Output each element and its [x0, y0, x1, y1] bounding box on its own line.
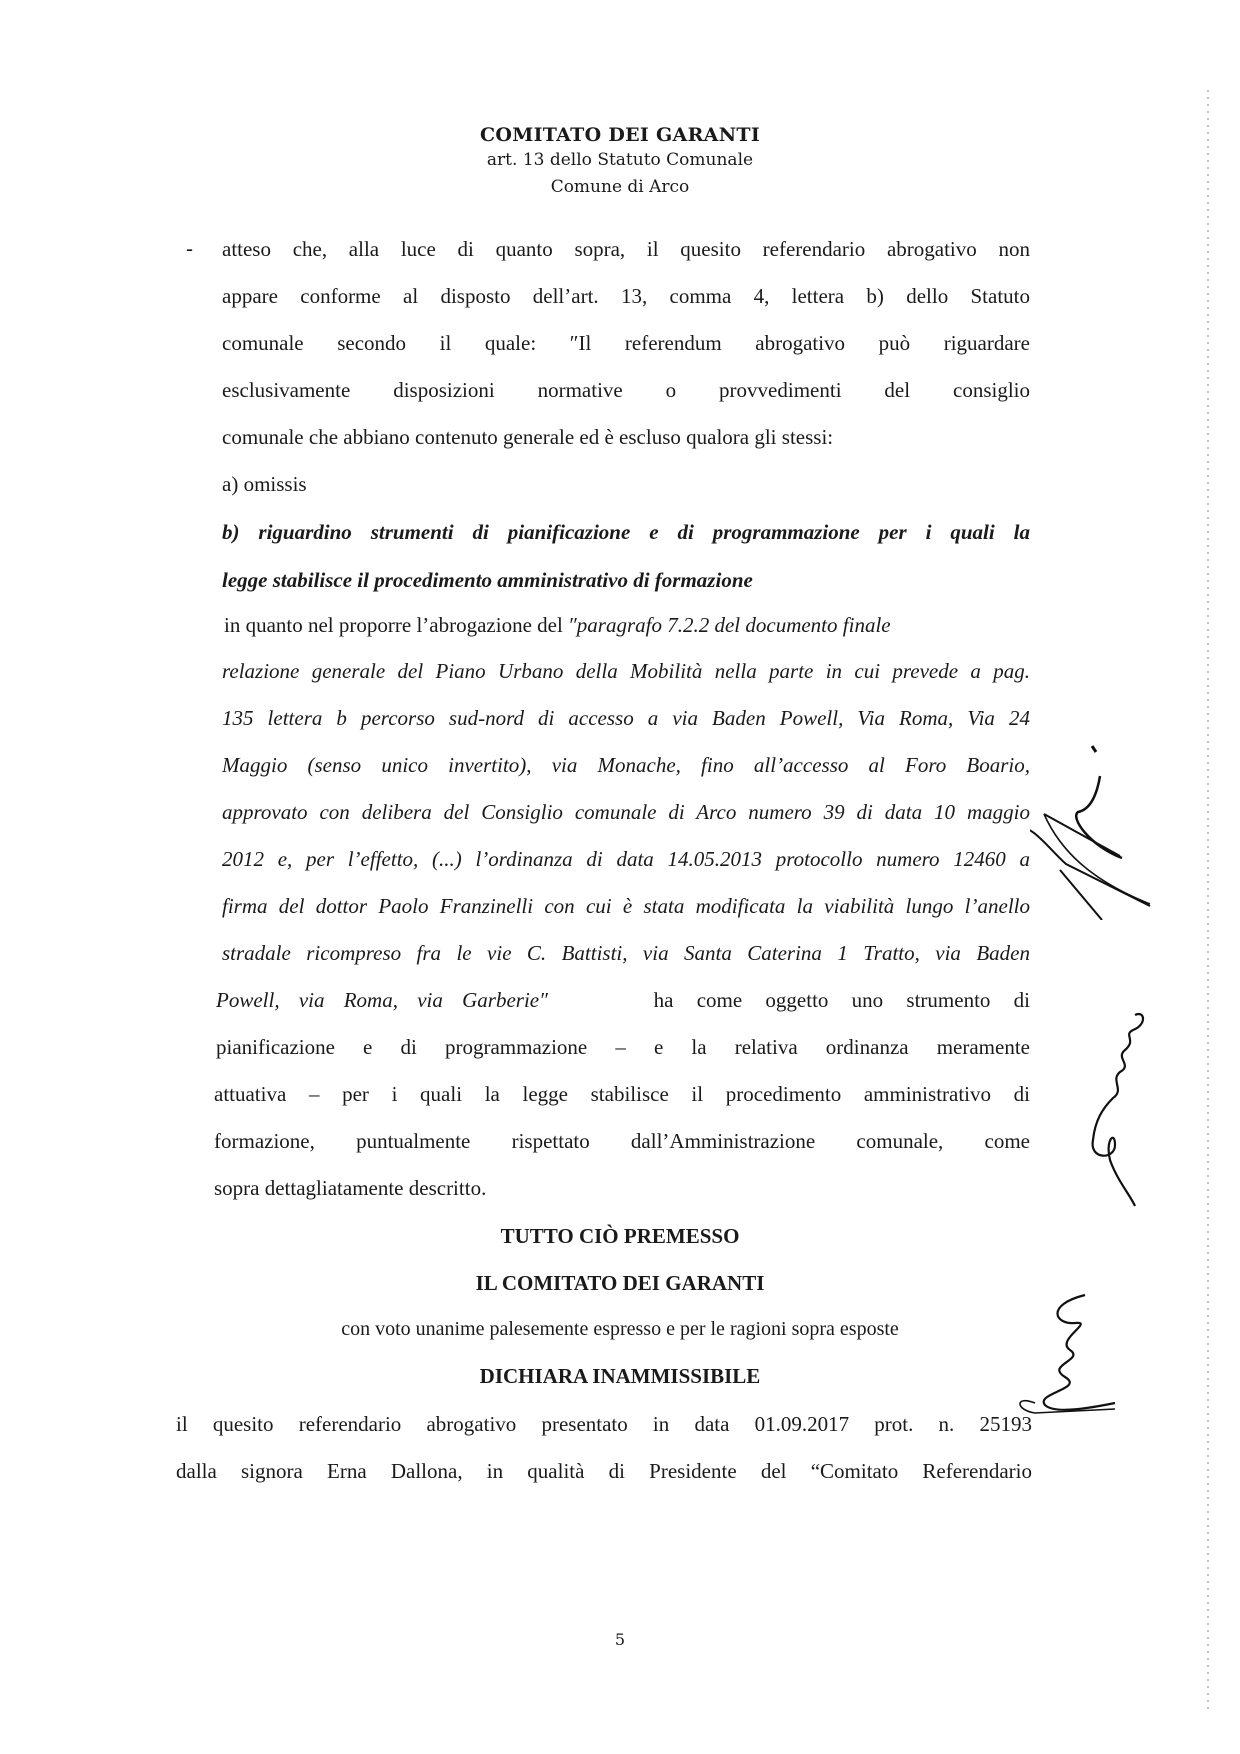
body-line: a) omissis: [222, 472, 307, 496]
vote-statement: con voto unanime palesemente espresso e per le ragioni sopra esposte: [341, 1318, 899, 1340]
body-line: attuativa – per i quali la legge stabilisce il procedimento amministrativo di: [214, 1082, 1030, 1106]
body-text: ha come oggetto uno strumento di: [653, 988, 1030, 1012]
body-line: atteso che, alla luce di quanto sopra, il quesito referendario abrogativo non: [222, 237, 1030, 261]
body-line: [216, 987, 1030, 1013]
quoted-text: Powell, via Roma, via Garberie″: [216, 988, 548, 1012]
quoted-line: 135 lettera b percorso sud-nord di accesso a via Baden Powell, Via Roma, Via 24: [222, 706, 1030, 730]
body-line: [224, 612, 1032, 638]
body-line: sopra dettagliatamente descritto.: [214, 1176, 487, 1200]
quoted-statute-line: legge stabilisce il procedimento amministrativo di formazione: [222, 568, 753, 592]
header-subtitle: art. 13 dello Statuto Comunale: [486, 150, 754, 170]
decision-line: dalla signora Erna Dallona, in qualità di Presidente del “Comitato Referendario: [176, 1459, 1032, 1483]
quoted-line: relazione generale del Piano Urbano della Mobilità nella parte in cui prevede a pag.: [222, 659, 1030, 683]
page-number: 5: [614, 1630, 626, 1649]
header-municipality: Comune di Arco: [550, 177, 690, 197]
quoted-text: ″paragrafo 7.2.2 del documento finale: [568, 613, 891, 637]
body-line: formazione, puntualmente rispettato dall’Amministrazione comunale, come: [214, 1129, 1030, 1153]
body-text: in quanto nel proporre l’abrogazione del: [224, 613, 563, 637]
header-title: COMITATO DEI GARANTI: [479, 124, 761, 146]
quoted-line: stradale ricompreso fra le vie C. Battisti, via Santa Caterina 1 Tratto, via Baden: [222, 941, 1030, 965]
quoted-line: 2012 e, per l’effetto, (...) l’ordinanza di data 14.05.2013 protocollo numero 12460 a: [222, 847, 1030, 871]
verdict-heading: DICHIARA INAMMISSIBILE: [479, 1364, 761, 1388]
scan-edge-marks: [1207, 90, 1209, 1710]
body-line: esclusivamente disposizioni normative o provvedimenti del consiglio: [222, 378, 1030, 402]
premise-heading: TUTTO CIÒ PREMESSO: [500, 1224, 740, 1248]
committee-heading: IL COMITATO DEI GARANTI: [475, 1271, 765, 1295]
decision-line: il quesito referendario abrogativo presentato in data 01.09.2017 prot. n. 25193: [176, 1412, 1032, 1436]
quoted-line: firma del dottor Paolo Franzinelli con cui è stata modificata la viabilità lungo l’anello: [222, 894, 1030, 918]
signature-1: [1030, 720, 1200, 920]
body-line: pianificazione e di programmazione – e la relativa ordinanza meramente: [216, 1035, 1030, 1059]
quoted-statute-line: b) riguardino strumenti di pianificazione e di programmazione per i quali la: [222, 520, 1030, 544]
signature-3: [1015, 1285, 1135, 1425]
body-line: comunale che abbiano contenuto generale ed è escluso qualora gli stessi:: [222, 425, 834, 449]
body-line: appare conforme al disposto dell’art. 13, comma 4, lettera b) dello Statuto: [222, 284, 1030, 308]
quoted-line: approvato con delibera del Consiglio comunale di Arco numero 39 di data 10 maggio: [222, 800, 1030, 824]
bullet-dash: -: [186, 237, 194, 261]
quoted-line: Maggio (senso unico invertito), via Monache, fino all’accesso al Foro Boario,: [222, 753, 1030, 777]
body-line: comunale secondo il quale: ″Il referendum abrogativo può riguardare: [222, 331, 1030, 355]
signature-2: [1075, 1010, 1155, 1210]
